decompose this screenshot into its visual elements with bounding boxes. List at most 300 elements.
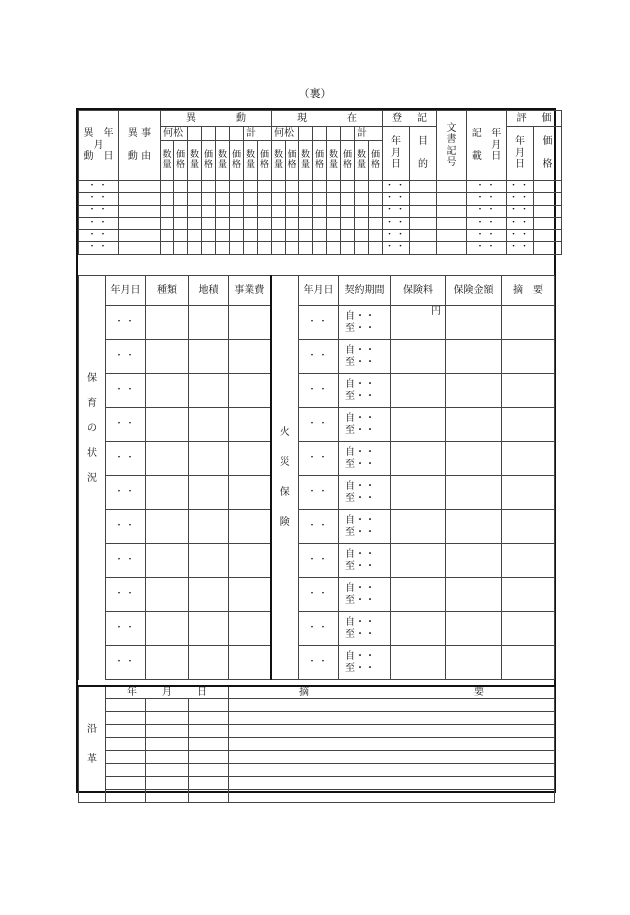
- kasai-entry-cell[interactable]: [502, 612, 555, 646]
- kasai-period-cell[interactable]: 自・・ 至・・: [339, 544, 391, 578]
- entry-cell[interactable]: [258, 205, 272, 217]
- entry-cell[interactable]: [216, 230, 230, 242]
- enkaku-entry-cell[interactable]: [106, 764, 146, 777]
- entry-cell[interactable]: [216, 181, 230, 193]
- enkaku-entry-cell[interactable]: [146, 725, 189, 738]
- entry-cell[interactable]: [341, 205, 355, 217]
- entry-cell[interactable]: [410, 205, 437, 217]
- entry-cell[interactable]: [230, 217, 244, 229]
- entry-cell[interactable]: [313, 230, 327, 242]
- entry-cell[interactable]: [161, 205, 174, 217]
- entry-cell[interactable]: [410, 217, 437, 229]
- entry-cell[interactable]: [244, 181, 258, 193]
- enkaku-entry-cell[interactable]: [229, 699, 555, 712]
- entry-cell[interactable]: [534, 193, 562, 205]
- hoiku-entry-cell[interactable]: [229, 612, 271, 646]
- entry-cell[interactable]: [174, 217, 188, 229]
- entry-cell[interactable]: [327, 205, 341, 217]
- kasai-entry-cell[interactable]: [446, 476, 502, 510]
- entry-cell[interactable]: [369, 205, 383, 217]
- enkaku-entry-cell[interactable]: [189, 725, 229, 738]
- entry-cell[interactable]: [216, 217, 230, 229]
- entry-cell[interactable]: [437, 205, 467, 217]
- entry-cell[interactable]: [341, 230, 355, 242]
- date-cell[interactable]: ・・: [383, 242, 410, 254]
- enkaku-entry-cell[interactable]: [106, 699, 146, 712]
- date-cell[interactable]: ・・: [507, 205, 534, 217]
- entry-cell[interactable]: [161, 230, 174, 242]
- kasai-entry-cell[interactable]: [391, 340, 446, 374]
- date-cell[interactable]: ・・: [507, 217, 534, 229]
- kasai-entry-cell[interactable]: [502, 306, 555, 340]
- genzai-nanimatsu: 何松: [272, 127, 299, 141]
- entry-cell[interactable]: [313, 181, 327, 193]
- kasai-entry-cell[interactable]: [446, 408, 502, 442]
- kasai-entry-cell[interactable]: [391, 646, 446, 680]
- entry-cell[interactable]: [258, 193, 272, 205]
- entry-cell[interactable]: [369, 242, 383, 254]
- date-cell[interactable]: ・・: [507, 193, 534, 205]
- entry-cell[interactable]: [244, 193, 258, 205]
- entry-cell[interactable]: [119, 181, 161, 193]
- kasai-entry-cell[interactable]: [446, 442, 502, 476]
- hoiku-entry-cell[interactable]: [229, 340, 271, 374]
- entry-cell[interactable]: [299, 205, 313, 217]
- hyoka-kakaku-header: 価 格: [534, 127, 562, 181]
- kasai-period-cell[interactable]: 自・・ 至・・: [339, 646, 391, 680]
- kasai-side-char: 災: [279, 456, 290, 468]
- kasai-entry-cell[interactable]: [391, 578, 446, 612]
- entry-cell[interactable]: [341, 181, 355, 193]
- entry-cell[interactable]: [244, 205, 258, 217]
- entry-cell[interactable]: [202, 242, 216, 254]
- enkaku-entry-cell[interactable]: [146, 764, 189, 777]
- entry-cell[interactable]: [272, 181, 286, 193]
- suryo-header: 数量: [327, 141, 341, 181]
- kisai-date-header: 記 載 年 月 日: [467, 111, 507, 181]
- hoiku-date-cell[interactable]: ・・: [106, 306, 146, 340]
- entry-cell[interactable]: [188, 242, 202, 254]
- enkaku-entry-cell[interactable]: [146, 751, 189, 764]
- hoiku-entry-cell[interactable]: [189, 476, 229, 510]
- hoiku-side-char: 保: [87, 373, 97, 384]
- kasai-header-memo: 摘 要: [502, 276, 555, 306]
- hoiku-entry-cell[interactable]: [189, 646, 229, 680]
- kasai-entry-cell[interactable]: [446, 510, 502, 544]
- entry-cell[interactable]: [272, 205, 286, 217]
- entry-cell[interactable]: [410, 230, 437, 242]
- entry-cell[interactable]: [244, 242, 258, 254]
- kasai-period-cell[interactable]: 自・・ 至・・: [339, 306, 391, 340]
- entry-cell[interactable]: [119, 242, 161, 254]
- entry-cell[interactable]: [355, 217, 369, 229]
- kasai-entry-cell[interactable]: [446, 374, 502, 408]
- entry-cell[interactable]: [244, 230, 258, 242]
- suryo-header: 数量: [161, 141, 174, 181]
- kasai-date-cell[interactable]: ・・: [299, 578, 339, 612]
- entry-cell[interactable]: [410, 193, 437, 205]
- entry-cell[interactable]: [341, 217, 355, 229]
- hoiku-entry-cell[interactable]: [229, 544, 271, 578]
- kasai-side-char: 火: [279, 426, 290, 438]
- hoiku-entry-cell[interactable]: [229, 442, 271, 476]
- entry-cell[interactable]: [286, 230, 299, 242]
- entry-cell[interactable]: [119, 193, 161, 205]
- entry-cell[interactable]: [174, 242, 188, 254]
- entry-cell[interactable]: [437, 181, 467, 193]
- kasai-entry-cell[interactable]: [391, 612, 446, 646]
- kasai-entry-cell[interactable]: [502, 646, 555, 680]
- entry-cell[interactable]: [216, 205, 230, 217]
- kasai-date-cell[interactable]: ・・: [299, 476, 339, 510]
- kakaku-header: 価格: [230, 141, 244, 181]
- entry-cell[interactable]: [313, 193, 327, 205]
- hoiku-date-cell[interactable]: ・・: [106, 612, 146, 646]
- enkaku-entry-cell[interactable]: [189, 751, 229, 764]
- kasai-date-cell[interactable]: ・・: [299, 510, 339, 544]
- kasai-entry-cell[interactable]: [502, 510, 555, 544]
- entry-cell[interactable]: [327, 193, 341, 205]
- kasai-entry-cell[interactable]: [391, 476, 446, 510]
- hoiku-side-char: の: [87, 423, 97, 434]
- entry-cell[interactable]: [119, 205, 161, 217]
- kasai-entry-cell[interactable]: [446, 578, 502, 612]
- enkaku-header-date: 年 月 日: [106, 686, 229, 699]
- kasai-date-cell[interactable]: ・・: [299, 544, 339, 578]
- hoiku-entry-cell[interactable]: [229, 306, 271, 340]
- ido-row: [79, 181, 562, 193]
- hoiku-date-cell[interactable]: ・・: [106, 646, 146, 680]
- entry-cell[interactable]: [534, 217, 562, 229]
- entry-cell[interactable]: [313, 205, 327, 217]
- entry-cell[interactable]: [174, 193, 188, 205]
- enkaku-entry-cell[interactable]: [146, 712, 189, 725]
- enkaku-entry-cell[interactable]: [106, 777, 146, 790]
- hoiku-date-cell[interactable]: ・・: [106, 374, 146, 408]
- entry-cell[interactable]: [313, 217, 327, 229]
- entry-cell[interactable]: [437, 230, 467, 242]
- date-cell[interactable]: ・・: [79, 230, 119, 242]
- kasai-header-premium: 保険料: [391, 276, 446, 306]
- kasai-entry-cell[interactable]: [502, 340, 555, 374]
- kasai-entry-cell[interactable]: [391, 408, 446, 442]
- entry-cell[interactable]: [161, 242, 174, 254]
- entry-cell[interactable]: [355, 205, 369, 217]
- enkaku-entry-cell[interactable]: [229, 738, 555, 751]
- kasai-entry-cell[interactable]: [502, 476, 555, 510]
- entry-cell[interactable]: [188, 217, 202, 229]
- enkaku-row: [79, 790, 555, 803]
- hoiku-entry-cell[interactable]: [146, 476, 189, 510]
- suryo-header: 数量: [244, 141, 258, 181]
- enkaku-entry-cell[interactable]: [189, 777, 229, 790]
- entry-cell[interactable]: [437, 193, 467, 205]
- hoiku-entry-cell[interactable]: [146, 578, 189, 612]
- entry-cell[interactable]: [534, 181, 562, 193]
- hoiku-date-cell[interactable]: ・・: [106, 544, 146, 578]
- entry-cell[interactable]: [258, 230, 272, 242]
- hoiku-entry-cell[interactable]: [229, 476, 271, 510]
- entry-cell[interactable]: [286, 242, 299, 254]
- entry-cell[interactable]: [369, 181, 383, 193]
- entry-cell[interactable]: [299, 230, 313, 242]
- entry-cell[interactable]: [272, 230, 286, 242]
- date-cell[interactable]: ・・: [383, 230, 410, 242]
- hoiku-entry-cell[interactable]: [189, 544, 229, 578]
- hoiku-entry-cell[interactable]: [229, 408, 271, 442]
- date-cell[interactable]: ・・: [383, 193, 410, 205]
- hoiku-entry-cell[interactable]: [146, 646, 189, 680]
- kasai-date-cell[interactable]: ・・: [299, 442, 339, 476]
- kasai-date-cell[interactable]: ・・: [299, 646, 339, 680]
- kasai-period-cell[interactable]: 自・・ 至・・: [339, 612, 391, 646]
- entry-cell[interactable]: [286, 217, 299, 229]
- hoiku-entry-cell[interactable]: [189, 442, 229, 476]
- entry-cell[interactable]: [534, 230, 562, 242]
- date-cell[interactable]: ・・: [467, 181, 507, 193]
- entry-cell[interactable]: [202, 230, 216, 242]
- enkaku-entry-cell[interactable]: [106, 790, 146, 803]
- hoiku-date-cell[interactable]: ・・: [106, 442, 146, 476]
- enkaku-entry-cell[interactable]: [106, 725, 146, 738]
- entry-cell[interactable]: [272, 242, 286, 254]
- entry-cell[interactable]: [286, 193, 299, 205]
- hoiku-entry-cell[interactable]: [146, 340, 189, 374]
- hoiku-entry-cell[interactable]: [229, 578, 271, 612]
- date-cell[interactable]: ・・: [79, 205, 119, 217]
- entry-cell[interactable]: [341, 242, 355, 254]
- kasai-premium-cell[interactable]: 円: [391, 306, 446, 340]
- kasai-entry-cell[interactable]: [391, 442, 446, 476]
- enkaku-entry-cell[interactable]: [229, 712, 555, 725]
- date-cell[interactable]: ・・: [467, 217, 507, 229]
- hoiku-date-cell[interactable]: ・・: [106, 510, 146, 544]
- entry-cell[interactable]: [188, 230, 202, 242]
- hoiku-date-cell[interactable]: ・・: [106, 340, 146, 374]
- entry-cell[interactable]: [437, 217, 467, 229]
- kasai-period-cell[interactable]: 自・・ 至・・: [339, 408, 391, 442]
- entry-cell[interactable]: [410, 242, 437, 254]
- kasai-date-cell[interactable]: ・・: [299, 340, 339, 374]
- enkaku-entry-cell[interactable]: [229, 777, 555, 790]
- entry-cell[interactable]: [230, 230, 244, 242]
- enkaku-entry-cell[interactable]: [189, 712, 229, 725]
- entry-cell[interactable]: [230, 242, 244, 254]
- kasai-entry-cell[interactable]: [502, 578, 555, 612]
- enkaku-entry-cell[interactable]: [229, 725, 555, 738]
- entry-cell[interactable]: [299, 181, 313, 193]
- entry-cell[interactable]: [355, 181, 369, 193]
- hoiku-entry-cell[interactable]: [189, 306, 229, 340]
- enkaku-entry-cell[interactable]: [106, 751, 146, 764]
- entry-cell[interactable]: [327, 230, 341, 242]
- date-cell[interactable]: ・・: [383, 217, 410, 229]
- entry-cell[interactable]: [202, 181, 216, 193]
- hoiku-entry-cell[interactable]: [229, 510, 271, 544]
- enkaku-entry-cell[interactable]: [189, 699, 229, 712]
- enkaku-entry-cell[interactable]: [146, 790, 189, 803]
- date-cell[interactable]: ・・: [467, 193, 507, 205]
- enkaku-table: [78, 685, 555, 803]
- kasai-entry-cell[interactable]: [502, 374, 555, 408]
- hoiku-entry-cell[interactable]: [146, 408, 189, 442]
- entry-cell[interactable]: [327, 217, 341, 229]
- enkaku-entry-cell[interactable]: [106, 738, 146, 751]
- date-cell[interactable]: ・・: [467, 205, 507, 217]
- kasai-date-cell[interactable]: ・・: [299, 374, 339, 408]
- entry-cell[interactable]: [299, 242, 313, 254]
- entry-cell[interactable]: [299, 217, 313, 229]
- kasai-entry-cell[interactable]: [446, 306, 502, 340]
- enkaku-entry-cell[interactable]: [146, 738, 189, 751]
- entry-cell[interactable]: [202, 217, 216, 229]
- suryo-header: 数量: [299, 141, 313, 181]
- kasai-date-cell[interactable]: ・・: [299, 306, 339, 340]
- kasai-date-cell[interactable]: ・・: [299, 408, 339, 442]
- kasai-entry-cell[interactable]: [502, 408, 555, 442]
- enkaku-entry-cell[interactable]: [229, 764, 555, 777]
- entry-cell[interactable]: [327, 242, 341, 254]
- date-cell[interactable]: ・・: [79, 217, 119, 229]
- entry-cell[interactable]: [534, 242, 562, 254]
- kasai-entry-cell[interactable]: [502, 442, 555, 476]
- enkaku-entry-cell[interactable]: [146, 777, 189, 790]
- kasai-entry-cell[interactable]: [502, 544, 555, 578]
- entry-cell[interactable]: [286, 181, 299, 193]
- hoiku-entry-cell[interactable]: [146, 442, 189, 476]
- hoiku-entry-cell[interactable]: [189, 510, 229, 544]
- kasai-entry-cell[interactable]: [446, 340, 502, 374]
- kasai-date-cell[interactable]: ・・: [299, 612, 339, 646]
- date-cell[interactable]: ・・: [383, 205, 410, 217]
- entry-cell[interactable]: [230, 193, 244, 205]
- entry-cell[interactable]: [119, 217, 161, 229]
- entry-cell[interactable]: [327, 181, 341, 193]
- entry-cell[interactable]: [313, 242, 327, 254]
- entry-cell[interactable]: [258, 242, 272, 254]
- entry-cell[interactable]: [286, 205, 299, 217]
- hoiku-entry-cell[interactable]: [229, 374, 271, 408]
- hoiku-entry-cell[interactable]: [146, 306, 189, 340]
- entry-cell[interactable]: [258, 217, 272, 229]
- entry-cell[interactable]: [534, 205, 562, 217]
- hoiku-entry-cell[interactable]: [189, 408, 229, 442]
- entry-cell[interactable]: [216, 193, 230, 205]
- enkaku-entry-cell[interactable]: [229, 751, 555, 764]
- date-cell[interactable]: ・・: [467, 242, 507, 254]
- enkaku-entry-cell[interactable]: [229, 790, 555, 803]
- kasai-entry-cell[interactable]: [391, 374, 446, 408]
- enkaku-entry-cell[interactable]: [146, 699, 189, 712]
- hoiku-entry-cell[interactable]: [146, 612, 189, 646]
- date-cell[interactable]: ・・: [507, 230, 534, 242]
- hoiku-entry-cell[interactable]: [189, 612, 229, 646]
- hoiku-entry-cell[interactable]: [189, 578, 229, 612]
- hoiku-date-cell[interactable]: ・・: [106, 578, 146, 612]
- entry-cell[interactable]: [161, 181, 174, 193]
- entry-cell[interactable]: [174, 205, 188, 217]
- kasai-period-cell[interactable]: 自・・ 至・・: [339, 578, 391, 612]
- entry-cell[interactable]: [174, 230, 188, 242]
- date-cell[interactable]: ・・: [79, 181, 119, 193]
- kasai-entry-cell[interactable]: [446, 646, 502, 680]
- hoiku-date-cell[interactable]: ・・: [106, 408, 146, 442]
- entry-cell[interactable]: [119, 230, 161, 242]
- hoiku-kasai-row: [79, 408, 555, 442]
- date-cell[interactable]: ・・: [507, 181, 534, 193]
- hyoka-header: 評 価: [507, 111, 562, 127]
- entry-cell[interactable]: [355, 242, 369, 254]
- enkaku-row: [79, 725, 555, 738]
- hoiku-entry-cell[interactable]: [189, 340, 229, 374]
- entry-cell[interactable]: [410, 181, 437, 193]
- entry-cell[interactable]: [369, 193, 383, 205]
- kasai-entry-cell[interactable]: [446, 612, 502, 646]
- hoiku-entry-cell[interactable]: [189, 374, 229, 408]
- genzai-header: 現 在: [272, 111, 383, 127]
- entry-cell[interactable]: [355, 230, 369, 242]
- kakaku-header: 価格: [341, 141, 355, 181]
- enkaku-entry-cell[interactable]: [189, 790, 229, 803]
- entry-cell[interactable]: [369, 217, 383, 229]
- entry-cell[interactable]: [437, 242, 467, 254]
- entry-cell[interactable]: [161, 193, 174, 205]
- hoiku-date-cell[interactable]: ・・: [106, 476, 146, 510]
- kasai-period-cell[interactable]: 自・・ 至・・: [339, 476, 391, 510]
- entry-cell[interactable]: [341, 193, 355, 205]
- hoiku-kasai-row: [79, 646, 555, 680]
- entry-cell[interactable]: [188, 181, 202, 193]
- date-cell[interactable]: ・・: [79, 242, 119, 254]
- kasai-entry-cell[interactable]: [391, 510, 446, 544]
- hoiku-entry-cell[interactable]: [146, 374, 189, 408]
- entry-cell[interactable]: [355, 193, 369, 205]
- date-cell[interactable]: ・・: [507, 242, 534, 254]
- hoiku-entry-cell[interactable]: [146, 510, 189, 544]
- kasai-period-cell[interactable]: 自・・ 至・・: [339, 340, 391, 374]
- enkaku-entry-cell[interactable]: [189, 738, 229, 751]
- entry-cell[interactable]: [272, 193, 286, 205]
- entry-cell[interactable]: [272, 217, 286, 229]
- entry-cell[interactable]: [299, 193, 313, 205]
- entry-cell[interactable]: [188, 205, 202, 217]
- entry-cell[interactable]: [188, 193, 202, 205]
- hoiku-entry-cell[interactable]: [146, 544, 189, 578]
- entry-cell[interactable]: [230, 181, 244, 193]
- entry-cell[interactable]: [202, 205, 216, 217]
- date-cell[interactable]: ・・: [79, 193, 119, 205]
- kasai-entry-cell[interactable]: [391, 544, 446, 578]
- enkaku-row: [79, 764, 555, 777]
- entry-cell[interactable]: [258, 181, 272, 193]
- hoiku-entry-cell[interactable]: [229, 646, 271, 680]
- entry-cell[interactable]: [369, 230, 383, 242]
- kasai-period-cell[interactable]: 自・・ 至・・: [339, 442, 391, 476]
- kasai-period-cell[interactable]: 自・・ 至・・: [339, 374, 391, 408]
- date-cell[interactable]: ・・: [383, 181, 410, 193]
- entry-cell[interactable]: [244, 217, 258, 229]
- enkaku-entry-cell[interactable]: [106, 712, 146, 725]
- kasai-period-cell[interactable]: 自・・ 至・・: [339, 510, 391, 544]
- enkaku-entry-cell[interactable]: [189, 764, 229, 777]
- entry-cell[interactable]: [161, 217, 174, 229]
- kasai-entry-cell[interactable]: [446, 544, 502, 578]
- entry-cell[interactable]: [216, 242, 230, 254]
- entry-cell[interactable]: [174, 181, 188, 193]
- date-cell[interactable]: ・・: [467, 230, 507, 242]
- entry-cell[interactable]: [202, 193, 216, 205]
- entry-cell[interactable]: [230, 205, 244, 217]
